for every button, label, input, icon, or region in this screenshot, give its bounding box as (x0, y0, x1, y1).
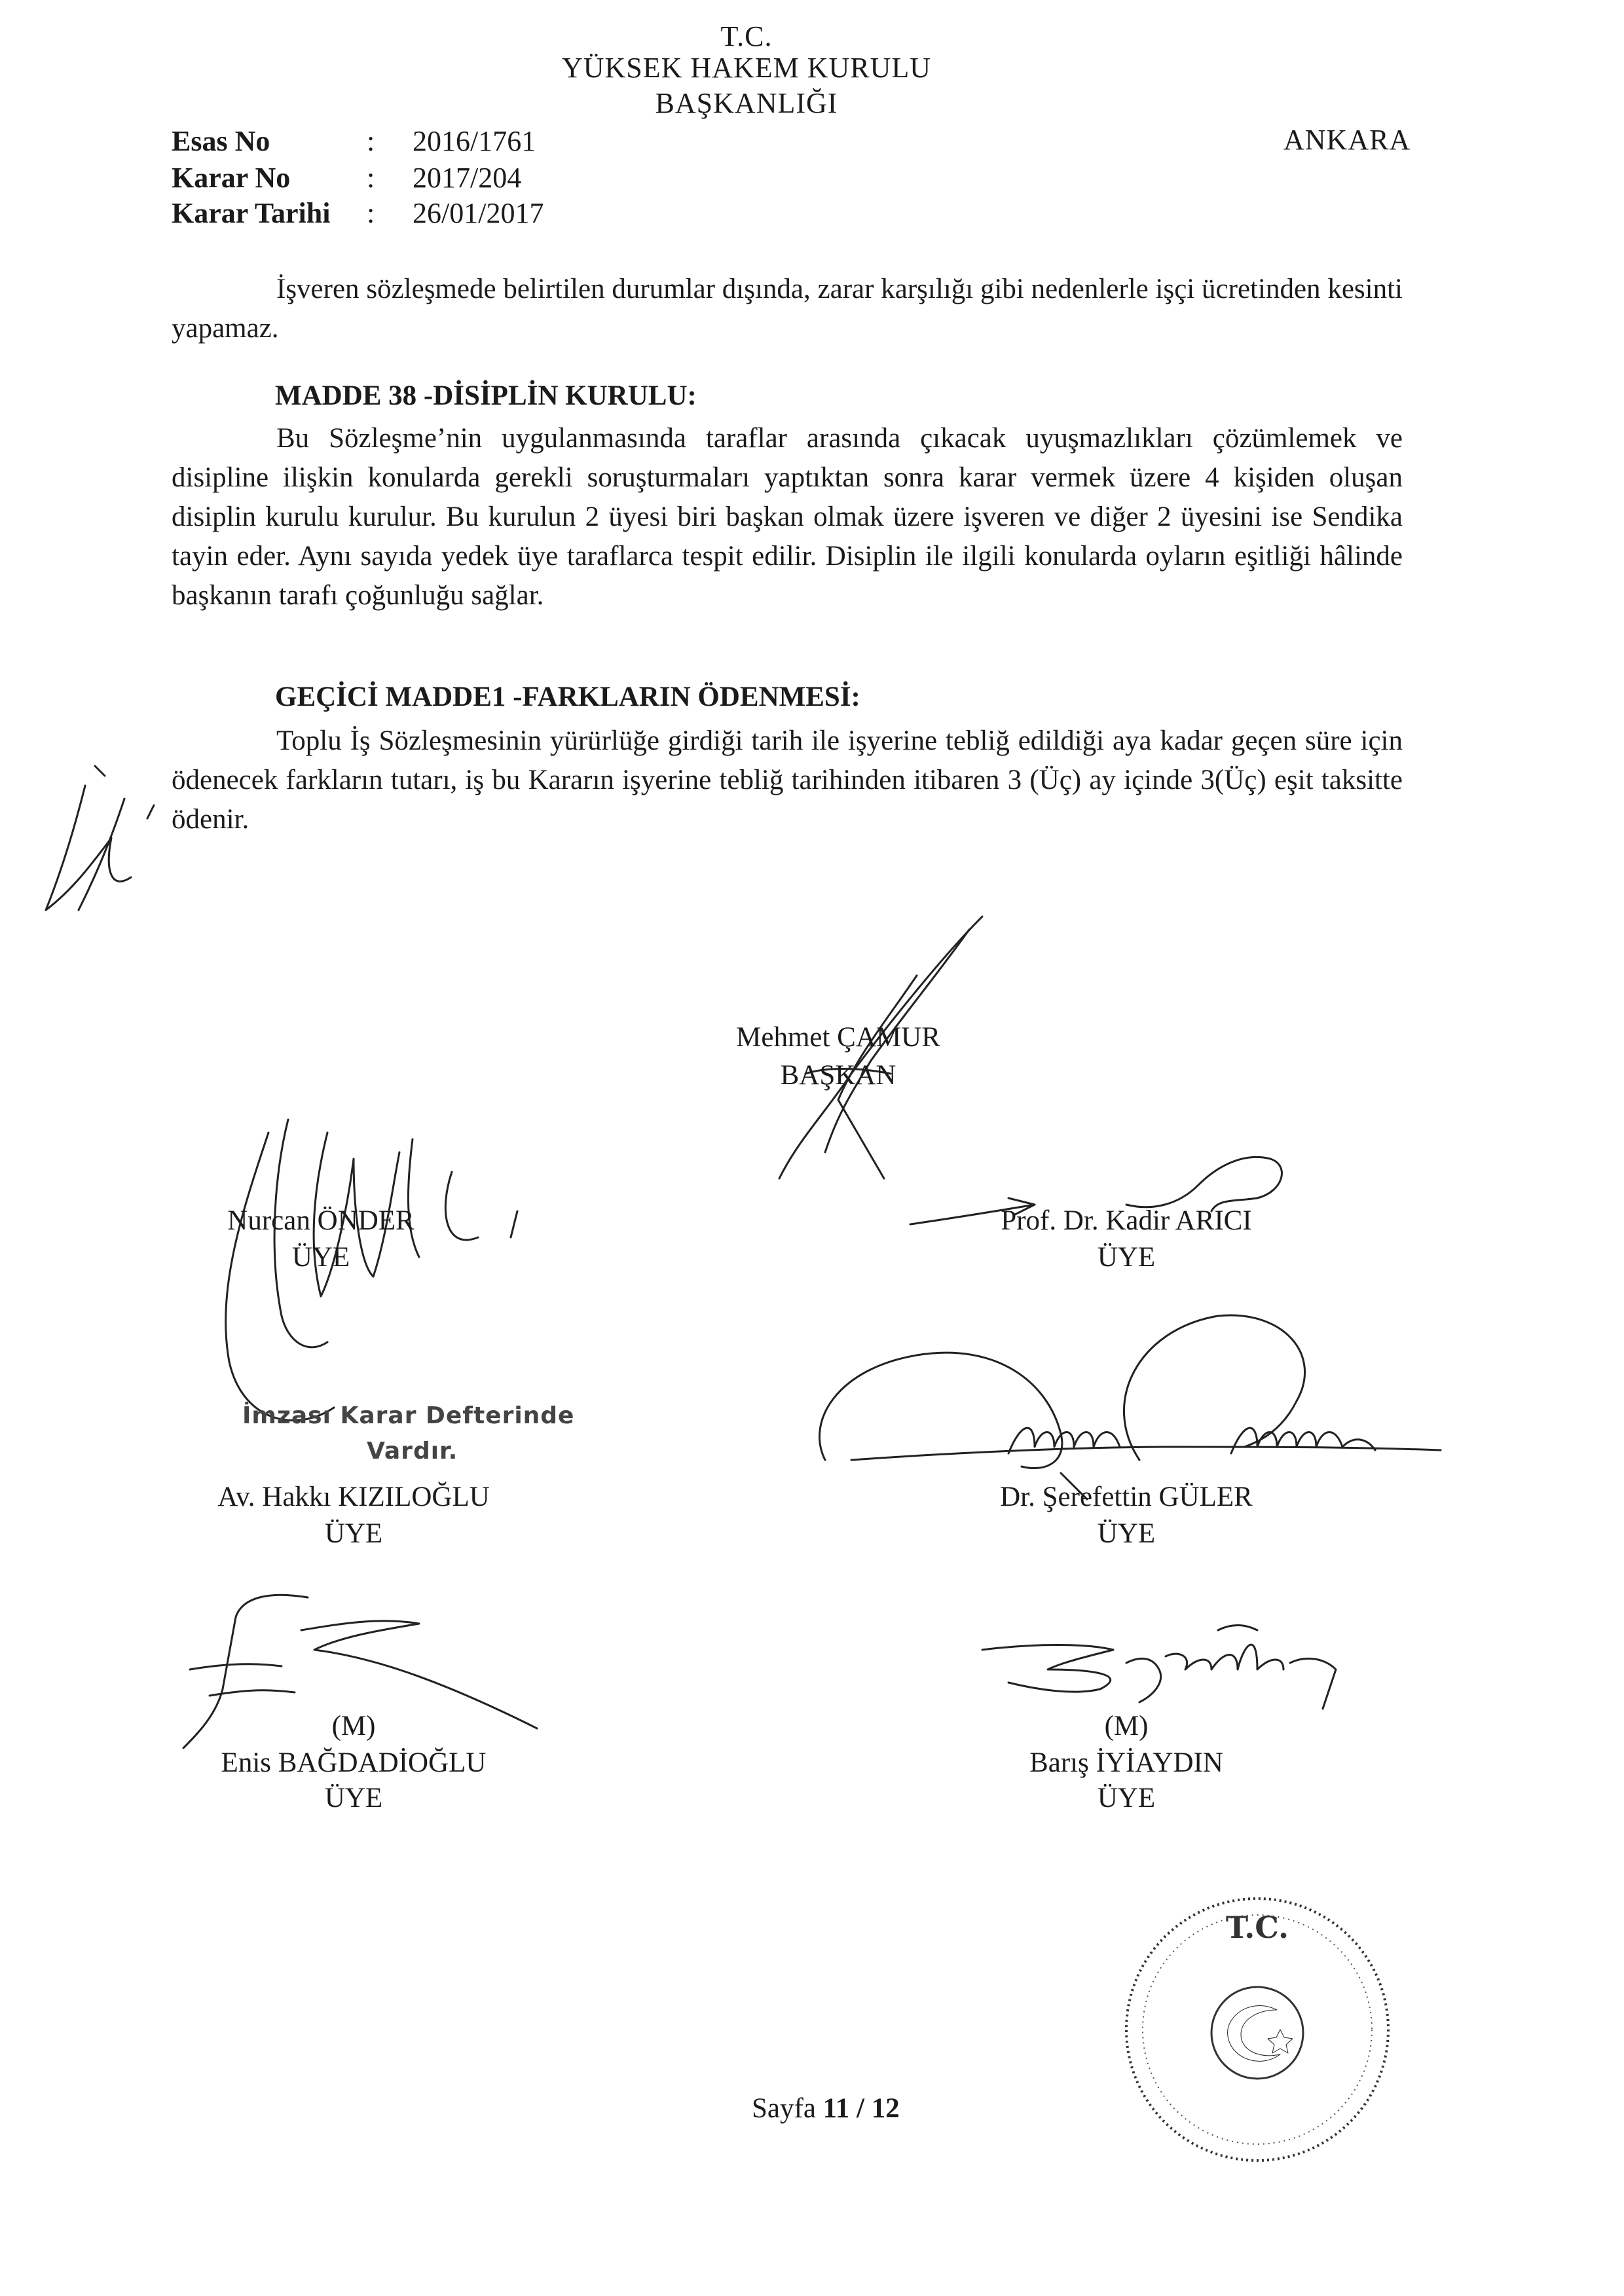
member1-role: ÜYE (291, 1242, 350, 1273)
member6-name: Barış İYİAYDIN (1029, 1747, 1223, 1778)
member5-role: ÜYE (324, 1783, 383, 1813)
page-prefix: Sayfa (752, 2093, 816, 2124)
page-indicator (752, 2092, 900, 2124)
chair-name: Mehmet ÇAMUR (736, 1022, 940, 1053)
intro-paragraph: İşveren sözleşmede belirtilen durumlar dışında, zarar karşılığı gibi nedenlerle işçi ücretinden kesinti yapamaz. (172, 274, 1403, 344)
stamp-text: T.C. (1225, 1910, 1289, 1945)
article-38-text: Bu Sözleşme’nin uygulanmasında taraflar arasında çıkacak uyuşmazlıkları çözümlemek ve disipline ilişkin konularda gerekli soruşturmaları yaptıktan sonra karar vermek üzere 4 kişiden oluşan disiplin kurulu kurulur. Bu kurulun 2 üyesi biri başkan olmak üzere işveren ve diğer 2 üyesini ise Sendika tayin eder. Aynı sayıda yedek üye taraflarca tespit edilir. Disiplin ile ilgili konularda oyların eşitliği hâlinde başkanın tarafı çoğunluğu sağlar. (172, 423, 1403, 611)
meta-sep-karar: : (367, 162, 375, 194)
meta-sep-esas: : (367, 125, 375, 157)
page-numbers: 11 / 12 (822, 2093, 900, 2124)
official-stamp (1113, 1886, 1401, 2174)
member3-role: ÜYE (324, 1518, 383, 1549)
meta-label-tarih: Karar Tarihi (172, 197, 331, 229)
member6-role: ÜYE (1097, 1783, 1156, 1813)
article-38-title: MADDE 38 -DİSİPLİN KURULU: (275, 380, 697, 411)
member4-name: Dr. Şerefettin GÜLER (1000, 1482, 1253, 1512)
meta-value-tarih: 26/01/2017 (413, 197, 544, 229)
member2-name: Prof. Dr. Kadir ARICI (1001, 1205, 1252, 1236)
temporary-article-title: GEÇİCİ MADDE1 -FARKLARIN ÖDENMESİ: (275, 682, 860, 712)
meta-label-karar: Karar No (172, 162, 291, 194)
header-city: ANKARA (1283, 124, 1411, 156)
member1-name: Nurcan ÖNDER (227, 1205, 415, 1236)
member3-name: Av. Hakkı KIZILOĞLU (217, 1482, 490, 1512)
member4-role: ÜYE (1097, 1518, 1156, 1549)
meta-value-esas: 2016/1761 (413, 125, 536, 157)
margin-initial (33, 759, 164, 930)
member3-note: İmzası Karar Defterinde (242, 1402, 575, 1429)
member2-role: ÜYE (1097, 1242, 1156, 1273)
member5-mark: (M) (331, 1711, 376, 1741)
chair-role: BAŞKAN (780, 1060, 896, 1091)
header-office: BAŞKANLIĞI (655, 87, 838, 119)
member5-name: Enis BAĞDADİOĞLU (221, 1747, 487, 1778)
header-institution: YÜKSEK HAKEM KURULU (561, 52, 932, 84)
member6-signature (969, 1617, 1349, 1722)
meta-sep-tarih: : (367, 197, 375, 229)
member6-mark: (M) (1104, 1711, 1149, 1741)
meta-value-karar: 2017/204 (413, 162, 522, 194)
header-tc: T.C. (720, 20, 773, 52)
member3-note-continued: Vardır. (367, 1438, 458, 1465)
temporary-article-text: Toplu İş Sözleşmesinin yürürlüğe girdiği tarih ile işyerine tebliğ edildiği aya kadar geçen süre için ödenecek farkların tutarı, iş bu Kararın işyerine tebliğ tarihinden itibaren 3 (Üç) ay içinde 3(Üç) eşit taksitte ödenir. (172, 725, 1403, 835)
meta-label-esas: Esas No (172, 125, 270, 157)
